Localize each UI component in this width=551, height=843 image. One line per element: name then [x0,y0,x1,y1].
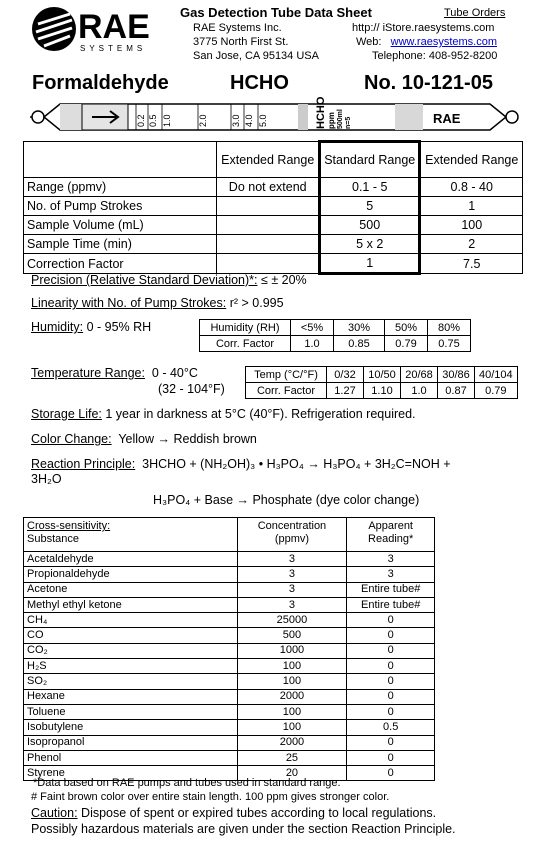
cell-reading: 0 [347,659,435,674]
table-cell: 30% [334,320,385,336]
telephone: Telephone: 408-952-8200 [372,50,498,62]
tube-scale-label: 0.2 [136,114,146,127]
reaction-eq-2: 3H₂O [31,472,62,486]
table-cell: Temp (°C/°F) [246,367,327,383]
humidity-label: Humidity: [31,320,84,334]
table-cell: 0.79 [475,383,518,399]
table-row [24,643,435,658]
color-change-label: Color Change: [31,432,112,446]
cell-ext2: 1 [420,197,523,216]
table-cell: Corr. Factor [200,336,291,352]
reaction-eq-3: H₃PO₄ + Base → Phosphate (dye color change) [153,493,420,507]
footnote-hash: # Faint brown color over entire stain length. 100 ppm gives stronger color. [31,791,390,803]
tube-sub2: 500ml [337,109,344,129]
tube-scale-label: 0.5 [148,114,158,127]
header-apparent-reading: Apparent Reading* [347,518,435,552]
cell-concentration: 20 [237,766,347,781]
table-cell: 0/32 [327,367,364,383]
table-cell: Corr. Factor [246,383,327,399]
cell-reading: 3 [347,552,435,567]
web-label: Web: [356,36,382,48]
cross-table-body [24,552,435,781]
table-cell: 20/68 [401,367,438,383]
cell-substance: Acetone [24,582,238,597]
temperature-value-f: (32 - 104°F) [158,382,225,396]
range-table-header [24,142,523,178]
compound-name: Formaldehyde [32,72,169,94]
table-cell: 40/104 [475,367,518,383]
table-row [24,689,435,704]
table-row [24,197,523,216]
range-table [23,140,523,275]
cell-substance: Styrene [24,766,238,781]
cell-reading: 0 [347,613,435,628]
table-cell: 1.0 [291,336,334,352]
cell-substance: CO₂ [24,643,238,658]
header-standard: Standard Range [319,142,420,178]
precision-value: ≤ ± 20% [260,273,307,287]
table-row [24,567,435,582]
header-extended-2: Extended Range [420,142,523,178]
cell-reading: 3 [347,567,435,582]
cell-ext1 [217,254,320,274]
table-row [24,674,435,689]
table-cell: Humidity (RH) [200,320,291,336]
color-change-line [31,432,257,446]
cell-concentration: 3 [237,567,347,582]
cell-ext1: Do not extend [217,178,320,197]
table-row [24,735,435,750]
cell-concentration: 25000 [237,613,347,628]
istore-url[interactable]: http:// iStore.raesystems.com [352,22,495,34]
cell-substance: Isopropanol [24,735,238,750]
cell-reading: Entire tube# [347,597,435,612]
header-substance [24,518,238,552]
tube-scale-label: 5.0 [258,114,268,127]
table-row [200,336,471,352]
cell-std: 1 [319,254,420,274]
cell-concentration: 2000 [237,735,347,750]
tube-label: HCHO [315,96,327,129]
cell-reading: 0 [347,766,435,781]
temperature-table [245,366,518,399]
tube-sub1: ppm [327,112,336,129]
header-concentration: Concentration (ppmv) [237,518,347,552]
cell-substance: CO [24,628,238,643]
table-cell: 1.27 [327,383,364,399]
humidity-line [31,320,151,334]
cell-ext2: 0.8 - 40 [420,178,523,197]
caution-line [31,806,436,820]
temperature-label: Temperature Range: [31,366,145,380]
row-label: Sample Volume (mL) [24,216,217,235]
table-row [24,552,435,567]
cell-concentration: 100 [237,704,347,719]
table-row [24,597,435,612]
company-street: 3775 North First St. [193,36,289,48]
table-cell: <5% [291,320,334,336]
arrow-icon: → [157,432,171,446]
cell-substance: Hexane [24,689,238,704]
cell-ext2: 2 [420,235,523,254]
tube-scale-label: 4.0 [244,114,254,127]
web-url-link[interactable]: www.raesystems.com [390,36,498,48]
table-row [24,216,523,235]
precision-line [31,273,307,287]
table-cell: 0.87 [438,383,475,399]
cell-substance: CH₄ [24,613,238,628]
cell-reading: 0 [347,689,435,704]
cell-substance: Phenol [24,750,238,765]
tube-scale-label: 1.0 [162,114,172,127]
company-city: San Jose, CA 95134 USA [193,50,319,62]
compound-formula: HCHO [230,72,289,94]
table-row [24,254,523,274]
row-label: No. of Pump Strokes [24,197,217,216]
header-substance-label: Substance [27,533,79,545]
header-extended-1: Extended Range [217,142,320,178]
rae-systems-logo [30,4,170,54]
tube-scale-label: 2.0 [198,114,208,127]
cell-std: 0.1 - 5 [319,178,420,197]
cell-reading: 0 [347,628,435,643]
cell-reading: Entire tube# [347,582,435,597]
cell-substance: Toluene [24,704,238,719]
tube-scale-label: 3.0 [231,114,241,127]
cell-reading: 0 [347,750,435,765]
header-cross-sensitivity: Cross-sensitivity: [27,520,111,532]
storage-value: 1 year in darkness at 5°C (40°F). Refrigeration required. [105,407,416,421]
table-row [24,178,523,197]
table-cell: 80% [428,320,471,336]
cell-concentration: 1000 [237,643,347,658]
logo-text: RAE [78,8,150,46]
cross-sensitivity-table [23,517,435,781]
table-row [246,383,518,399]
cell-concentration: 3 [237,552,347,567]
cell-substance: Acetaldehyde [24,552,238,567]
cell-concentration: 3 [237,597,347,612]
tube-number: No. 10-121-05 [364,72,493,94]
cell-reading: 0 [347,674,435,689]
table-cell: 0.79 [385,336,428,352]
storage-line [31,407,416,421]
cell-substance: Isobutylene [24,720,238,735]
cell-concentration: 100 [237,674,347,689]
table-row [24,704,435,719]
table-row [24,235,523,254]
table-row [24,750,435,765]
linearity-value: r² > 0.995 [229,296,284,310]
reaction-label: Reaction Principle: [31,457,136,471]
caution-text-2: Possibly hazardous materials are given under the section Reaction Principle. [31,822,456,836]
cell-concentration: 2000 [237,689,347,704]
table-row [246,367,518,383]
cell-ext1 [217,197,320,216]
precision-label: Precision (Relative Standard Deviation)*: [31,273,258,287]
table-row [24,582,435,597]
cell-ext1 [217,216,320,235]
row-label: Range (ppmv) [24,178,217,197]
table-cell: 0.75 [428,336,471,352]
humidity-table [199,319,471,352]
cell-substance: H₂S [24,659,238,674]
cross-table-header [24,518,435,552]
reaction-eq-1: 3HCHO + (NH₂OH)₃ • H₃PO₄ → H₃PO₄ + 3H₂C=NOH + [142,457,451,471]
cell-concentration: 25 [237,750,347,765]
cell-reading: 0 [347,704,435,719]
table-row [24,628,435,643]
web-line [356,35,497,49]
cell-reading: 0 [347,643,435,658]
table-cell: 1.0 [401,383,438,399]
cell-std: 5 x 2 [319,235,420,254]
cell-reading: 0.5 [347,720,435,735]
table-cell: 0.85 [334,336,385,352]
table-row [24,720,435,735]
row-label: Sample Time (min) [24,235,217,254]
linearity-line [31,296,284,310]
table-cell: 30/86 [438,367,475,383]
row-label: Correction Factor [24,254,217,274]
cell-ext2: 7.5 [420,254,523,274]
cell-ext2: 100 [420,216,523,235]
temperature-value-c: 0 - 40°C [151,366,198,380]
cell-substance: SO₂ [24,674,238,689]
table-row [200,320,471,336]
cell-concentration: 100 [237,659,347,674]
caution-label: Caution: [31,806,78,820]
table-cell: 1.10 [364,383,401,399]
tube-brand: RAE [433,111,461,126]
table-cell: 50% [385,320,428,336]
cell-std: 5 [319,197,420,216]
tube-orders-link[interactable]: Tube Orders [444,7,506,19]
cell-substance: Propionaldehyde [24,567,238,582]
footnote-star: *Data based on RAE pumps and tubes used in standard range. [33,777,341,789]
tube-diagram [30,96,520,138]
cell-ext1 [217,235,320,254]
cell-substance: Methyl ethyl ketone [24,597,238,612]
table-row [24,659,435,674]
company-name: RAE Systems Inc. [193,22,282,34]
cell-reading: 0 [347,735,435,750]
cell-concentration: 500 [237,628,347,643]
logo-subtext: SYSTEMS [80,44,147,53]
temperature-line [31,366,198,380]
reaction-line [31,457,451,471]
table-cell: 10/50 [364,367,401,383]
color-to: Reddish brown [173,432,257,446]
color-from: Yellow [118,432,155,446]
caution-text: Dispose of spent or expired tubes according to local regulations. [81,806,437,820]
linearity-label: Linearity with No. of Pump Strokes: [31,296,227,310]
table-row [24,613,435,628]
cell-std: 500 [319,216,420,235]
cell-concentration: 3 [237,582,347,597]
cell-concentration: 100 [237,720,347,735]
storage-label: Storage Life: [31,407,102,421]
sheet-title: Gas Detection Tube Data Sheet [180,5,372,20]
humidity-value: 0 - 95% RH [86,320,152,334]
tube-sub3: n=5 [345,116,352,129]
